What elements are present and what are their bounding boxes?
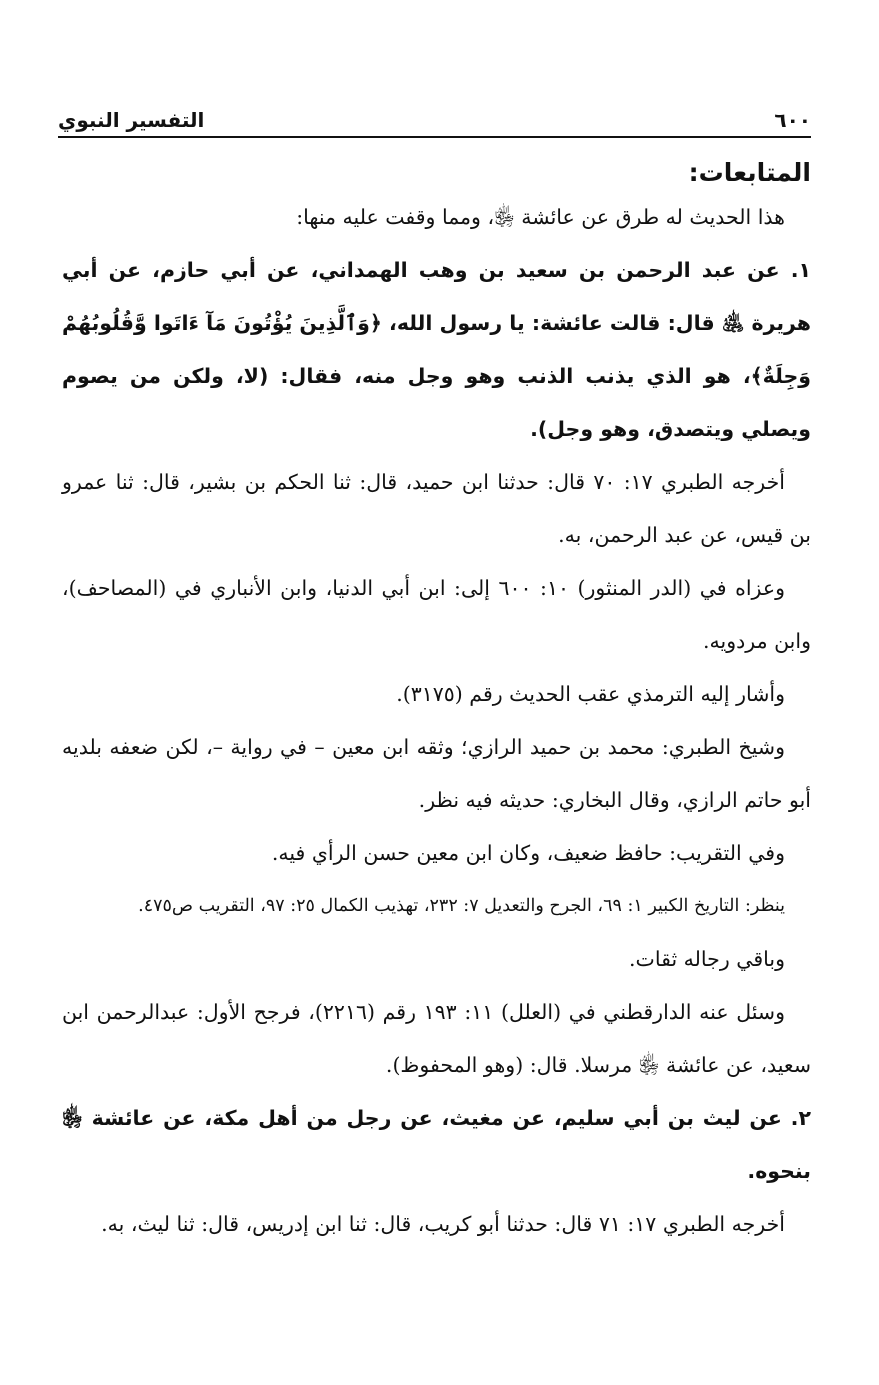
paragraph-tirmidhi: وأشار إليه الترمذي عقب الحديث رقم (٣١٧٥). (396, 682, 785, 706)
paragraph-durr-manthur: وعزاه في (الدر المنثور) ١٠: ٦٠٠ إلى: ابن أبي الدنيا، وابن الأنباري في (المصاحف)، وابن مردويه. (62, 576, 811, 653)
page-body (62, 150, 811, 1251)
paragraph-takhrij-tabari-2: أخرجه الطبري ١٧: ٧١ قال: حدثنا أبو كريب، قال: ثنا ابن إدريس، قال: ثنا ليث، به. (101, 1212, 785, 1236)
paragraph-narration-2: ٢. عن ليث بن أبي سليم، عن مغيث، عن رجل من أهل مكة، عن عائشة ﵂ بنحوه. (62, 1106, 811, 1183)
paragraph-narrators: وباقي رجاله ثقات. (629, 947, 785, 971)
paragraph-daraqutni: وسئل عنه الدارقطني في (العلل) ١١: ١٩٣ رقم (٢٢١٦)، فرجح الأول: عبدالرحمن ابن سعيد، عن عائشة ﵂ مرسلا. قال: (وهو المحفوظ). (62, 1000, 811, 1077)
paragraph-taqrib: وفي التقريب: حافظ ضعيف، وكان ابن معين حسن الرأي فيه. (271, 841, 785, 865)
paragraph-intro: هذا الحديث له طرق عن عائشة ﵂، ومما وقفت عليه منها: (296, 205, 785, 229)
paragraph-shaykh-tabari: وشيخ الطبري: محمد بن حميد الرازي؛ وثقه ابن معين – في رواية –، لكن ضعفه بلديه أبو حاتم الرازي، وقال البخاري: حديثه فيه نظر. (62, 735, 811, 812)
paragraph-narration-1: ١. عن عبد الرحمن بن سعيد بن وهب الهمداني، عن أبي حازم، عن أبي هريرة ﵁ قال: قالت عائشة: يا رسول الله، ﴿وَٱلَّذِينَ يُؤْتُونَ مَآ ءَاتَوا وَّقُلُوبُهُمْ وَجِلَةٌ﴾، هو الذي يذنب الذنب وهو وجل منه، فقال: (لا، ولكن من يصوم ويصلي ويتصدق، وهو وجل). (62, 258, 811, 441)
section-heading: المتابعات: (688, 158, 811, 187)
paragraph-takhrij-tabari: أخرجه الطبري ١٧: ٧٠ قال: حدثنا ابن حميد، قال: ثنا الحكم بن بشير، قال: ثنا عمرو بن قيس، عن عبد الرحمن، به. (62, 470, 811, 547)
paragraph-references: ينظر: التاريخ الكبير ١: ٦٩، الجرح والتعديل ٧: ٢٣٢، تهذيب الكمال ٢٥: ٩٧، التقريب ص٤٧٥. (138, 896, 785, 916)
running-title: التفسير النبوي (58, 108, 205, 132)
page-number: ٦٠٠ (774, 108, 811, 132)
page-header (58, 100, 811, 138)
